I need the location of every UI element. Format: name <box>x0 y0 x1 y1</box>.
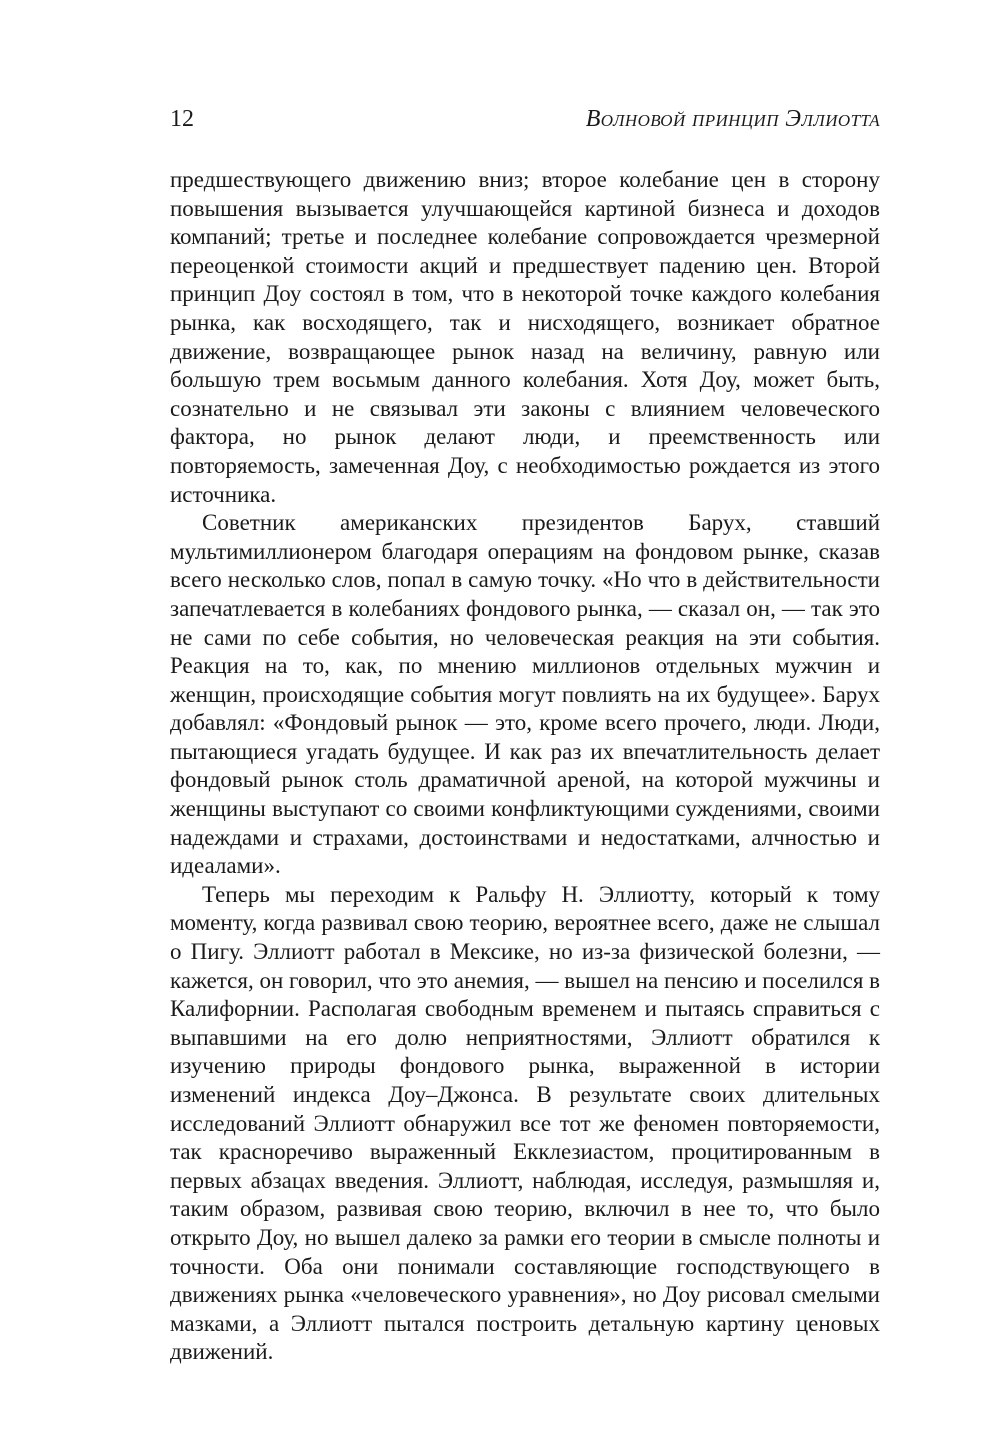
page-number: 12 <box>170 106 194 132</box>
paragraph-continuation: предшествующего движению вниз; второе колебание цен в сторону повышения вызывается улучшающейся картиной бизнеса и доходов компаний; третье и последнее колебание сопровождается чрезмерной переоценкой стоимости акций и предшествует падению цен. Второй принцип Доу состоял в том, что в некоторой точке каждого колебания рынка, как восходящего, так и нисходящего, возникает обратное движение, возвращающее рынок назад на величину, равную или большую трем восьмым данного колебания. Хотя Доу, может быть, сознательно и не связывал эти законы с влиянием человеческого фактора, но рынок делают люди, и преемственность или повторяемость, замеченная Доу, с необходимостью рождается из этого источника. <box>170 167 880 507</box>
running-head <box>170 102 880 136</box>
paragraph-baruch: Советник американских президентов Барух, ставший мультимиллионером благодаря операциям на фондовом рынке, сказав всего несколько слов, попал в самую точку. «Но что в действительности запечатлевается в колебаниях фондового рынка, — сказал он, — так это не сами по себе события, но человеческая реакция на эти события. Реакция на то, как, по мнению миллионов отдельных мужчин и женщин, происходящие события могут повлиять на их будущее». Барух добавлял: «Фондовый рынок — это, кроме всего прочего, люди. Люди, пытающиеся угадать будущее. И как раз их впечатлительность делает фондовый рынок столь драматичной ареной, на которой мужчины и женщины выступают со своими конфликтующими суждениями, своими надеждами и страхами, достоинствами и недостатками, алчностью и идеалами». <box>170 510 880 879</box>
running-title: Волновой принцип Эллиотта <box>585 106 880 132</box>
paragraph-elliott: Теперь мы переходим к Ральфу Н. Эллиотту, который к тому моменту, когда развивал свою теорию, вероятнее всего, даже не слышал о Пигу. Эллиотт работал в Мексике, но из-за физической болезни, — кажется, он говорил, что это анемия, — вышел на пенсию и поселился в Калифорнии. Располагая свободным временем и пытаясь справиться с выпавшими на его долю неприятностями, Эллиотт обратился к изучению природы фондового рынка, выраженной в истории изменений индекса Доу–Джонса. В результате своих длительных исследований Эллиотт обнаружил все тот же феномен повторяемости, так красноречиво выраженный Екклезиастом, процитированным в первых абзацах введения. Эллиотт, наблюдая, исследуя, размышляя и, таким образом, развивая свою теорию, включил в нее то, что было открыто Доу, но вышел далеко за рамки его теории в смысле полноты и точности. Оба они понимали составляющие господствующего в движениях рынка «человеческого уравнения», но Доу рисовал смелыми мазками, а Эллиотт пытался построить детальную картину ценовых движений. <box>170 881 881 1365</box>
body-text <box>170 166 880 1367</box>
